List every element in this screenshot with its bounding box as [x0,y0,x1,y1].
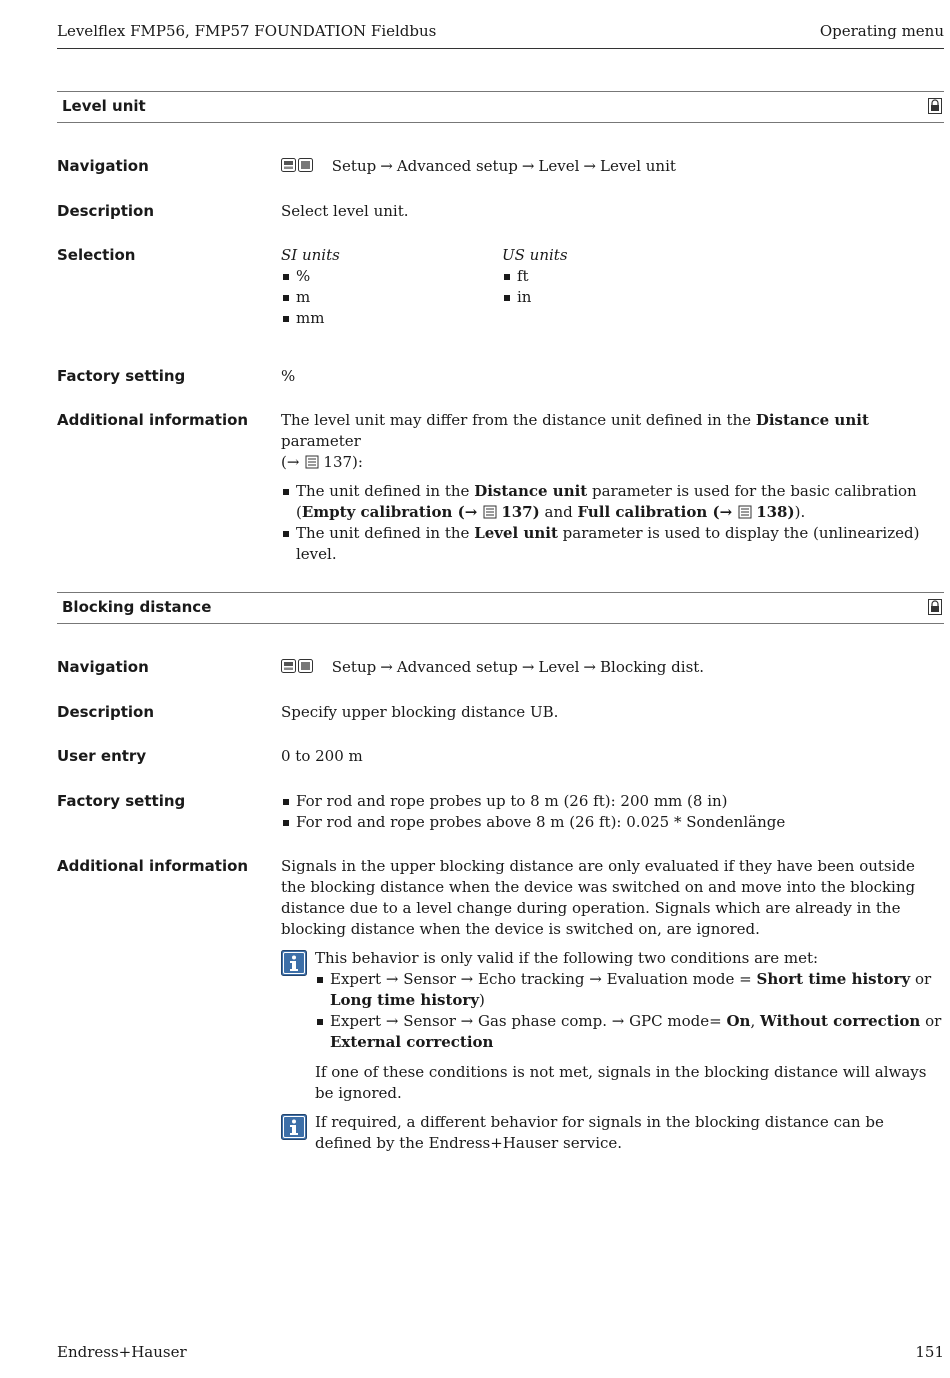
additional-information [281,410,944,565]
arrow-right-icon: → [521,157,535,175]
label-description: Description [57,202,155,220]
label-navigation: Navigation [57,658,149,676]
label-additional-information: Additional information [57,857,249,875]
display-operation-icon [281,157,313,173]
description-text: Specify upper blocking distance UB. [281,703,559,721]
additional-information [281,856,944,1154]
navigation-path [281,156,944,179]
label-factory-setting: Factory setting [57,792,186,810]
list-item: m [281,287,481,308]
page-reference-link[interactable]: 137) [501,503,540,521]
arrow-right-icon: → [583,157,596,175]
list-item: For rod and rope probes above 8 m (26 ft): 0.025 * Sondenlänge [281,812,944,833]
nav-step: Level [538,157,580,175]
list-item: Expert → Sensor → Echo tracking → Evaluation mode = Short time history or Long time history) [315,969,944,1011]
section-title: Level unit [62,97,146,115]
header-rule [57,48,944,49]
section-title: Blocking distance [62,598,212,616]
si-units-list [281,266,481,329]
label-navigation: Navigation [57,157,149,175]
list-item: For rod and rope probes up to 8 m (26 ft): 200 mm (8 in) [281,791,944,812]
label-description: Description [57,703,155,721]
info-note [281,948,944,1104]
label-user-entry: User entry [57,747,147,765]
addinfo-intro: The level unit may differ from the distance unit defined in the Distance unit parameter (→ 137): [281,411,869,471]
list-item: % [281,266,481,287]
section-header-level-unit [57,91,944,123]
note-outro: If one of these conditions is not met, signals in the blocking distance will always be ignored. [315,1063,927,1102]
page-reference-icon [483,505,497,519]
page-reference-icon [738,505,752,519]
list-item: mm [281,308,481,329]
footer-brand: Endress+Hauser [57,1343,187,1361]
section-header-blocking-distance [57,592,944,624]
label-factory-setting: Factory setting [57,367,186,385]
running-header-title: Levelflex FMP56, FMP57 FOUNDATION Fieldbus [57,22,437,40]
label-selection: Selection [57,246,136,264]
arrow-right-icon: → [380,157,393,175]
info-note [281,1112,944,1154]
nav-step: Blocking dist. [600,658,705,676]
user-entry-value: 0 to 200 m [281,747,363,765]
list-item: ft [502,266,702,287]
page-reference-link[interactable]: 138) [756,503,795,521]
page-reference-icon [305,455,319,469]
arrow-right-icon: → [380,658,393,676]
running-header-section: Operating menu [819,22,944,40]
list-item: The unit defined in the Level unit parameter is used to display the (unlinearized) level. [281,523,944,565]
info-icon [281,1114,307,1140]
label-additional-information: Additional information [57,411,249,429]
list-item: The unit defined in the Distance unit parameter is used for the basic calibration (Empty calibration (→ 137) and Full calibration (→ 138)). [281,481,944,523]
display-operation-icon [281,658,313,674]
lock-icon [928,98,942,114]
list-item: in [502,287,702,308]
note-text: If required, a different behavior for signals in the blocking distance can be defined by the Endress+Hauser service. [315,1113,884,1152]
addinfo-list [281,481,944,565]
nav-step: Level [538,658,580,676]
menu-path-icons [281,658,313,680]
selection-us [502,245,702,308]
nav-step: Setup [331,658,377,676]
si-units-heading: SI units [281,246,340,264]
nav-step: Advanced setup [396,157,518,175]
info-icon [281,950,307,976]
selection-si [281,245,481,329]
nav-step: Setup [331,157,377,175]
page-reference-link[interactable]: 137): [323,453,363,471]
factory-setting-value: % [281,367,296,385]
arrow-right-icon: → [521,658,535,676]
us-units-heading: US units [502,246,568,264]
arrow-right-icon: → [583,658,596,676]
navigation-path [281,657,944,680]
nav-step: Advanced setup [396,658,518,676]
addinfo-paragraph: Signals in the upper blocking distance are only evaluated if they have been outside the blocking distance when the device was switched on and move into the blocking distance due to a level change during operation. Signals which are already in the blocking distance when the device is switched on, are ignored. [281,857,916,938]
conditions-list [315,969,944,1053]
nav-step: Level unit [600,157,676,175]
description-text: Select level unit. [281,202,409,220]
factory-setting-list [281,791,944,833]
us-units-list [502,266,702,308]
page-number: 151 [915,1343,944,1361]
list-item: Expert → Sensor → Gas phase comp. → GPC mode= On, Without correction or External correction [315,1011,944,1053]
lock-icon [928,599,942,615]
note-intro: This behavior is only valid if the following two conditions are met: [315,949,819,967]
menu-path-icons [281,157,313,179]
